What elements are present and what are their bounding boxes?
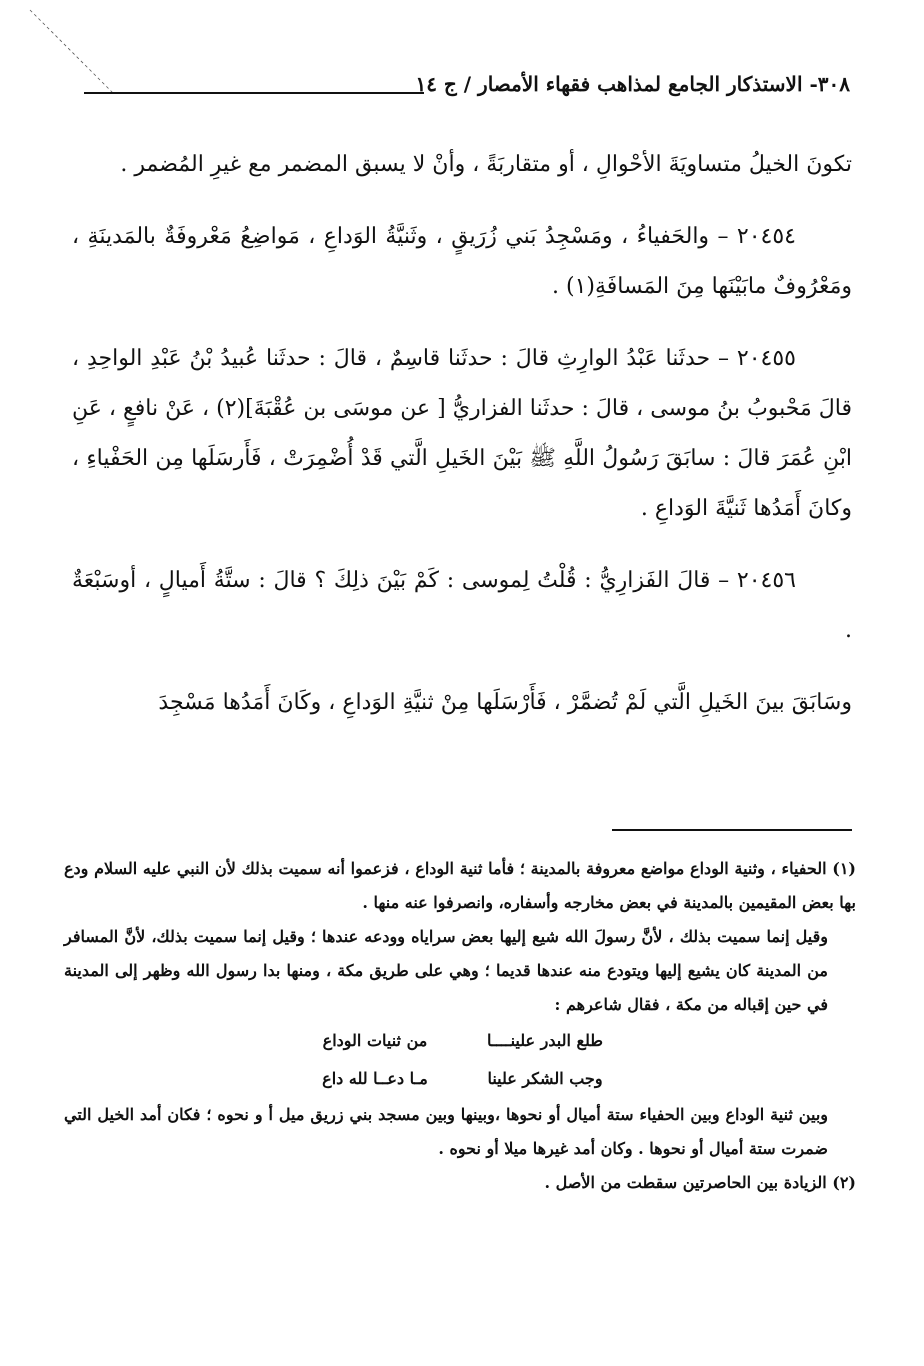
footnotes <box>64 852 856 1200</box>
paragraph: وسَابَقَ بينَ الخَيلِ الَّتي لَمْ تُضمَّرْ ، فَأَرْسَلَها مِنْ ثنيَّةِ الوَداعِ ، وكَانَ أَمَدُها مَسْجِدَ <box>158 690 852 715</box>
paragraph-text: ٢٠٤٥٥ – حدثَنا عَبْدُ الوارِثِ قالَ : حدثَنا قاسِمٌ ، قالَ : حدثَنا عُبيدُ بْنُ عَبْدِ الواحِدِ ، قالَ مَحْبوبُ بنُ موسى ، قالَ : حدثَنا الفزاريُّ [ عن موسَى بن عُقْبَةَ](٢) ، عَنْ نافعٍ ، عَنِ ابْنِ عُمَرَ قالَ : سابَقَ رَسُولُ اللَّهِ ﷺ بَيْنَ الخَيلِ الَّتي قَدْ أُضْمِرَتْ ، فَأَرسَلَها مِن الحَفْياءِ ، وكانَ أَمَدُها ثَنيَّةَ الوَداعِ . <box>72 346 852 521</box>
poem-line <box>64 1022 856 1060</box>
paragraph <box>72 334 852 534</box>
paragraph-text: ٢٠٤٥٤ – والحَفياءُ ، ومَسْجِدُ بَني زُرَيقٍ ، وثَنيَّةُ الوَداعِ ، مَواضِعُ مَعْروفَةٌ بالمَدينَةِ ، ومَعْرُوفٌ مابَيْنَها مِنَ المَسافَةِ(١) . <box>72 224 852 299</box>
footnote-separator <box>612 829 852 831</box>
poem-hemistich: من ثنيات الوداع <box>322 1031 428 1050</box>
footnote-1-conclusion: وبين ثنية الوداع وبين الحفياء ستة أميال أو نحوها ،وبينها وبين مسجد بني زريق ميل أ و نحوه ؛ فكان أمد الخيل التي ضمرت ستة أميال أو نحوها . وكان أمد غيرها ميلا أو نحوه . <box>64 1105 828 1158</box>
poem-line <box>64 1060 856 1098</box>
main-text <box>72 140 852 734</box>
poem-hemistich: مـا دعــا لله داع <box>322 1069 428 1088</box>
poem-hemistich: طلع البدر علينــــا <box>486 1031 604 1050</box>
footnote-2: (٢) الزيادة بين الحاصرتين سقطت من الأصل . <box>544 1173 856 1192</box>
paragraph <box>72 556 852 656</box>
footnote-1: (١) الحفياء ، وثنية الوداع مواضع معروفة بالمدينة ؛ فأما ثنية الوداع ، فزعموا أنه سميت بذلك لأن النبي عليه السلام ودع بها بعض المقيمين بالمدينة في بعض مخارجه وأسفاره، وانصرفوا عنه منها . <box>64 859 856 912</box>
paragraph: تكونَ الخيلُ متساويَةَ الأحْوالِ ، أو متقاربَةً ، وأنْ لا يسبق المضمر مع غيرِ المُضمر . <box>120 152 852 177</box>
running-header <box>80 70 850 110</box>
poem-hemistich: وجب الشكر علينا <box>487 1069 603 1088</box>
paragraph-text: ٢٠٤٥٦ – قالَ الفَزارِيُّ : قُلْتُ لِموسى : كَمْ بَيْنَ ذلِكَ ؟ قالَ : ستَّةُ أَميالٍ ، أوسَبْعَةٌ . <box>72 568 852 643</box>
footnote-1-continued: وقيل إنما سميت بذلك ، لأنَّ رسولَ الله شيع إليها بعض سراياه وودعه عندها ؛ وقيل إنما سميت بذلك، لأنَّ المسافر من المدينة كان يشيع إليها ويتودع منه عندها قديما ؛ وهي على طريق مكة ، ومنها بدا رسول الله وظهر إلى المدينة في حين إقباله من مكة ، فقال شاعرهم : <box>64 927 828 1014</box>
header-rule <box>84 92 424 94</box>
running-title: ٣٠٨- الاستذكار الجامع لمذاهب فقهاء الأمصار / ج ١٤ <box>415 72 850 96</box>
paragraph <box>72 212 852 312</box>
